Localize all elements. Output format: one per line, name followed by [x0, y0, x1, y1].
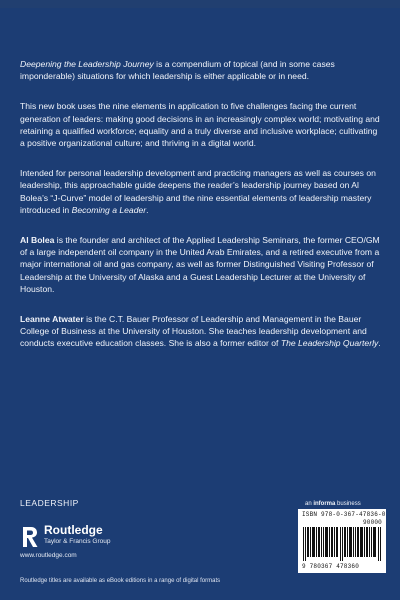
price-code: 90000: [362, 519, 382, 526]
informa-business-label: [305, 501, 361, 507]
informa-suffix: business: [335, 501, 361, 507]
author-bio-2: [20, 313, 382, 350]
description-p1-text: is a compendium of topical (and in some cases imponderable) situations for which leadership is either applicable or in need.: [20, 59, 335, 82]
description-paragraph-2: This new book uses the nine elements in application to five challenges facing the current generation of leaders: making good decisions in an increasingly complex world; motivating and retaining a qualified workforce; equality and a truly diverse and inclusive workplace; cultivating a positive organizational culture; and thriving in a digital world.: [20, 101, 380, 149]
informa-brand: informa: [313, 501, 336, 507]
description-paragraph-3: [20, 167, 382, 216]
description-p3-end: .: [146, 204, 149, 215]
book-title: Deepening the Leadership Journey: [20, 59, 154, 69]
top-band: [0, 0, 400, 8]
category-label: LEADERSHIP: [20, 498, 79, 508]
previous-book-title: Becoming a Leader: [71, 204, 147, 215]
informa-prefix: an: [305, 501, 314, 507]
ebook-note: Routledge titles are available as eBook editions in a range of digital formats: [20, 578, 221, 584]
description-paragraph-1: [20, 58, 382, 82]
barcode-box: [298, 509, 386, 573]
description-p3-text: Intended for personal leadership development and practicing managers as well as courses on leadership, this approachable guide deepens the reader’s leadership journey based on Al Bolea’s “J-Curve” model of leadership and the nine essential elements of leadership mastery introduced in: [20, 168, 376, 215]
isbn-text: ISBN 978-0-367-47836-0: [302, 511, 386, 518]
publisher-group: Taylor & Francis Group: [44, 538, 111, 545]
author-name-2: Leanne Atwater: [20, 314, 84, 325]
author-bio-end-2: .: [378, 338, 381, 349]
journal-title: The Leadership Quarterly: [280, 338, 379, 349]
barcode-icon: [302, 527, 382, 561]
routledge-logo: [20, 523, 150, 557]
author-bio-text-1: is the founder and architect of the Applied Leadership Seminars, the former CEO/GM of a large independent oil company in the United Arab Emirates, and a retired executive from a major international oil and gas company, as well as former Distinguished Visiting Professor of Leadership at the University of Alaska and a Guest Leadership Lecturer at the University of Houston.: [20, 235, 380, 294]
description-block: [20, 58, 382, 361]
author-bio-1: [20, 234, 382, 295]
publisher-url: www.routledge.com: [20, 552, 77, 559]
publisher-name: Routledge: [44, 523, 103, 537]
barcode-digits: 9 780367 478360: [302, 563, 360, 570]
routledge-mark-icon: [20, 525, 40, 549]
author-name-1: Al Bolea: [20, 235, 55, 246]
author-bio-text-2: is the C.T. Bauer Professor of Leadership and Management in the Bauer College of Business at the University of Houston. She teaches leadership development and conducts executive education classes. She is also a former editor of: [20, 314, 367, 349]
